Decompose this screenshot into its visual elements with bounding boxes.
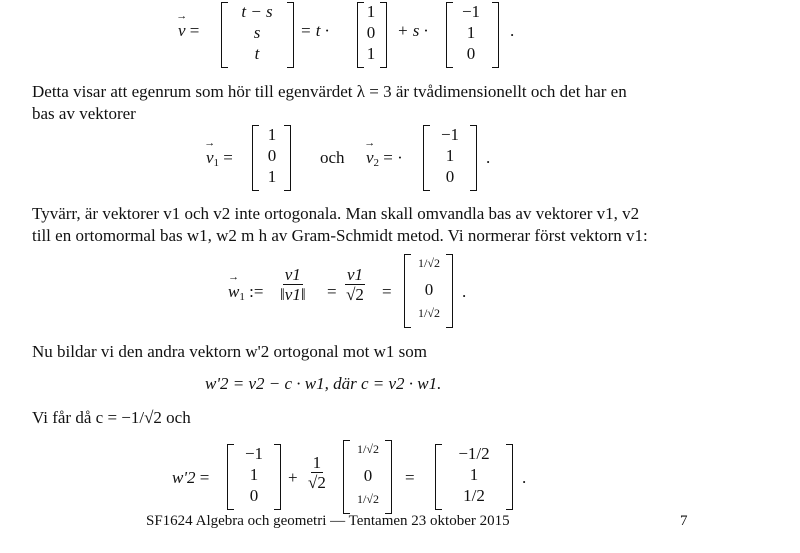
eq5-equals: = — [199, 468, 210, 487]
cell: 1/√2 — [357, 442, 379, 456]
eq1-col2 — [359, 2, 383, 66]
para1-line2: bas av vektorer — [32, 104, 136, 123]
para2-line2: till en ortomormal bas w1, w2 m h av Gram-Schmidt metod. Vi normerar först vektorn v1: — [32, 226, 648, 245]
cell: 0 — [267, 146, 277, 165]
cell: 1 — [267, 125, 277, 144]
eq2 — [0, 120, 800, 196]
eq5-col3 — [439, 444, 509, 508]
eq2-och: och — [320, 148, 345, 167]
eq3-col — [408, 254, 450, 326]
cell: 1/√2 — [357, 492, 379, 506]
cell: 0 — [424, 280, 434, 299]
cell: t − s — [241, 2, 273, 21]
cell: −1 — [440, 125, 460, 144]
eq5-coef-num: 1 — [312, 453, 322, 472]
eq3-lhs-sub: 1 — [239, 291, 245, 303]
eq5-col1 — [231, 444, 277, 508]
eq5-equals2: = — [405, 468, 415, 487]
cell: −1/2 — [458, 444, 490, 463]
eq4: w'2 = v2 − c · w1, där c = v2 · w1. — [205, 374, 442, 393]
cell: 1/√2 — [418, 256, 440, 270]
cell: 1 — [366, 44, 376, 63]
cell: 1 — [469, 465, 479, 484]
eq3-end: . — [462, 282, 467, 301]
eq5-lhs: w'2 — [172, 468, 196, 487]
cell: 0 — [466, 44, 476, 63]
cell: −1 — [461, 2, 481, 21]
eq5-coef-den: √2 — [308, 473, 326, 492]
eq3 — [0, 250, 800, 330]
cell: 1 — [466, 23, 476, 42]
eq3-den2: √2 — [346, 285, 364, 304]
para1-line1: Detta visar att egenrum som hör till egenvärdet λ = 3 är tvådimensionellt och det har en — [32, 82, 627, 101]
eq2-equals: = — [223, 148, 233, 167]
eq1-col1 — [225, 2, 289, 66]
para4: Vi får då c = −1/√2 och — [32, 408, 191, 427]
eq3-num2: v1 — [347, 265, 364, 284]
eq1 — [0, 0, 800, 80]
page-number: 7 — [680, 513, 688, 529]
eq3-den1: ‖v1‖ — [280, 285, 306, 304]
para3: Nu bildar vi den andra vektorn w'2 ortogonal mot w1 som — [32, 342, 427, 361]
eq5-col2 — [347, 440, 389, 512]
cell: 1 — [366, 2, 376, 21]
eq5 — [0, 438, 800, 514]
eq1-lhs: → v — [178, 21, 186, 41]
cell: 0 — [363, 466, 373, 485]
eq3-equals: = — [327, 282, 337, 301]
cell: 1/2 — [463, 486, 485, 505]
eq2-v2: → v — [366, 148, 374, 168]
eq2-end: . — [486, 148, 491, 167]
eq3-lhs: → w — [228, 282, 239, 302]
eq1-mid: = t · — [300, 21, 329, 40]
eq2-col1 — [256, 125, 288, 189]
cell: 0 — [445, 167, 455, 186]
cell: s — [253, 23, 261, 42]
cell: t — [254, 44, 260, 63]
eq2-col2 — [427, 125, 473, 189]
cell: 1/√2 — [418, 306, 440, 320]
cell: 1 — [249, 465, 259, 484]
cell: 1 — [267, 167, 277, 186]
eq2-v1-sub: 1 — [213, 157, 220, 169]
cell: −1 — [244, 444, 264, 463]
cell: 0 — [366, 23, 376, 42]
eq5-end: . — [522, 468, 527, 487]
cell: 1 — [445, 146, 455, 165]
eq1-plus: + s · — [397, 21, 428, 40]
eq1-end: . — [510, 21, 515, 40]
eq3-equals2: = — [382, 282, 392, 301]
eq3-def: := — [249, 282, 264, 301]
para2-line1: Tyvärr, är vektorer v1 och v2 inte ortogonala. Man skall omvandla bas av vektorer v1, v2 — [32, 204, 640, 223]
eq2-v1: → v — [206, 148, 214, 168]
eq3-num1: v1 — [284, 265, 301, 284]
cell: 0 — [249, 486, 259, 505]
eq1-col3 — [448, 2, 494, 66]
eq2-equals2: = · — [383, 148, 403, 167]
eq5-plus: + — [288, 468, 298, 487]
eq1-equals: = — [189, 21, 200, 40]
footer-text: SF1624 Algebra och geometri — Tentamen 23 oktober 2015 — [146, 513, 510, 529]
eq2-v2-sub: 2 — [373, 157, 380, 169]
